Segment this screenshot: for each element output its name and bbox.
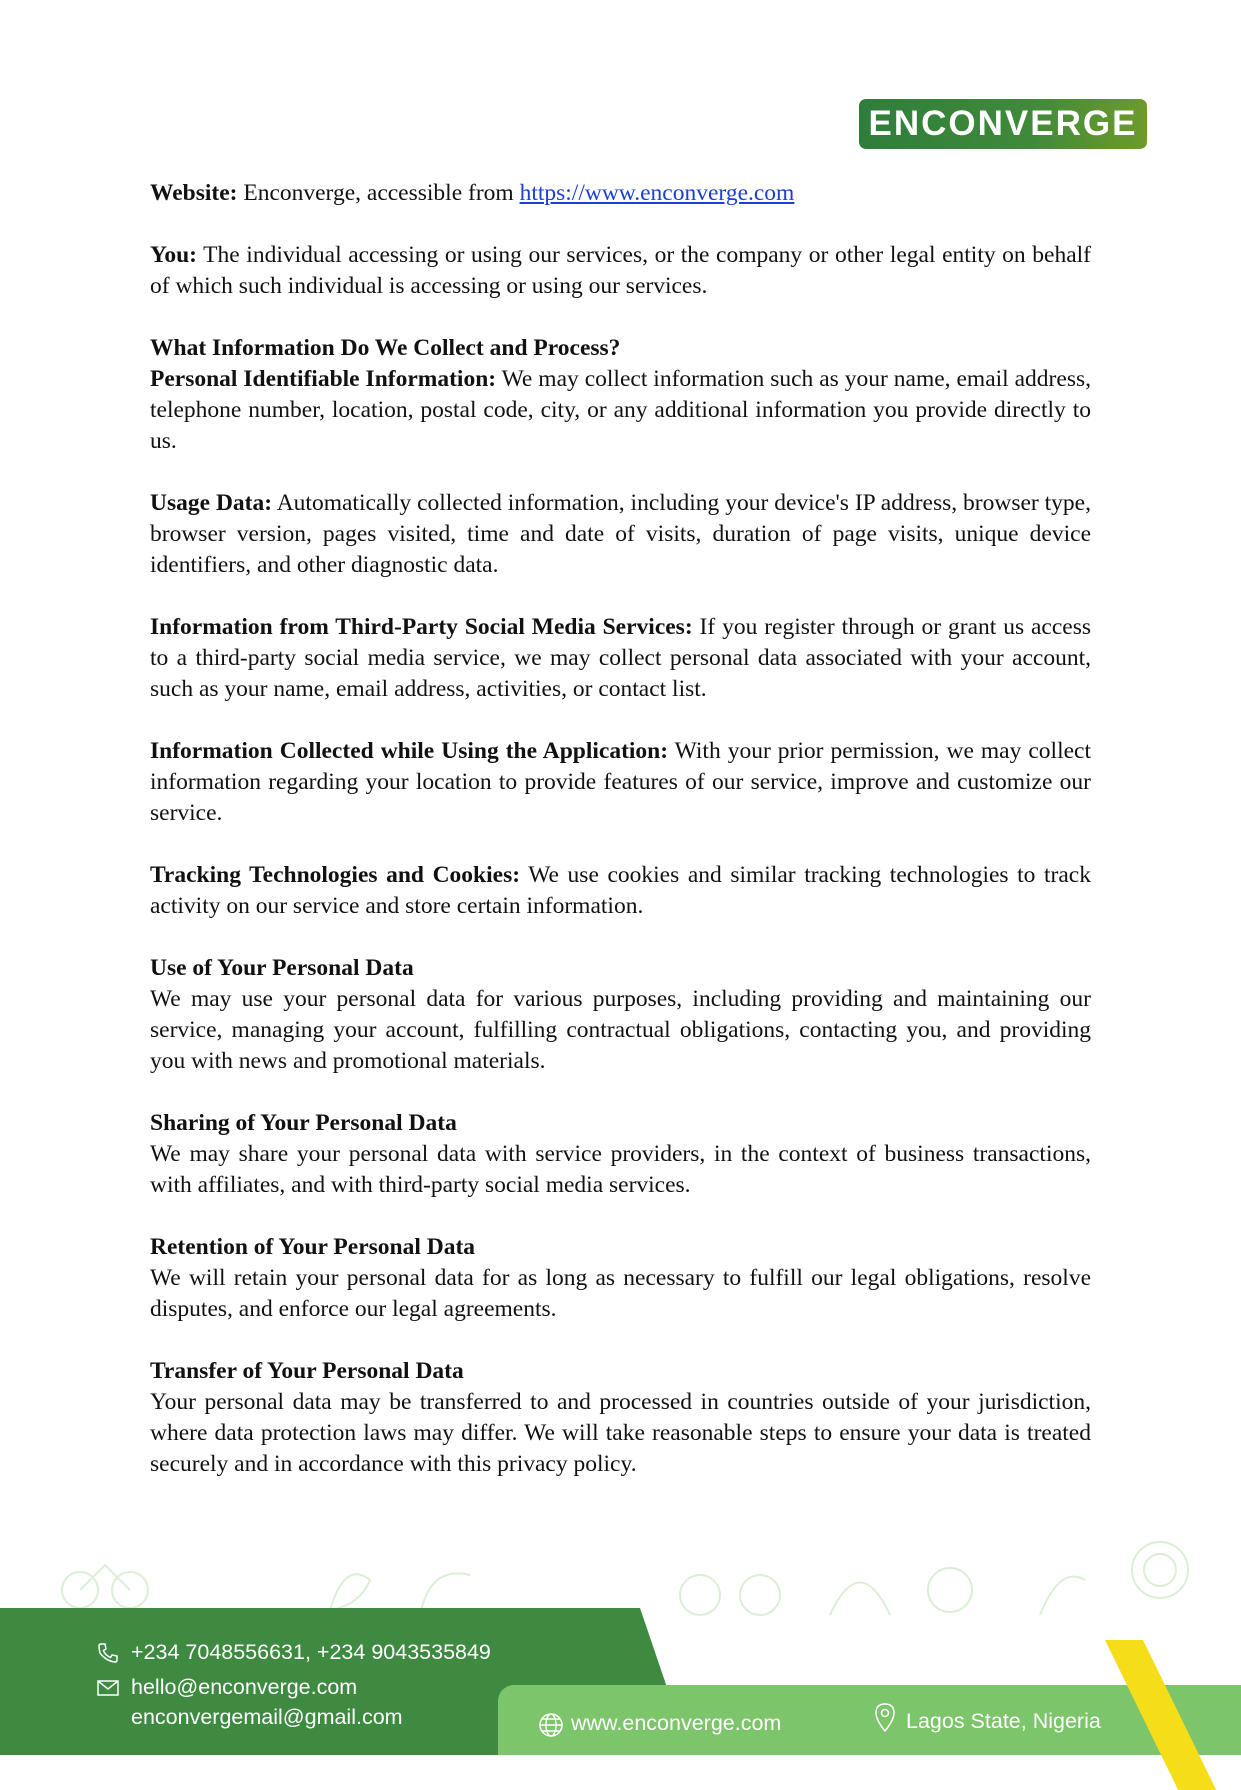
footer-phone: +234 7048556631, +234 9043535849 [131, 1640, 491, 1664]
item-text: We use cookies and similar tracking technologies to track activity on our service and store certain information. [150, 862, 1091, 919]
map-pin-icon [873, 1702, 897, 1734]
section-heading: Transfer of Your Personal Data [150, 1358, 464, 1384]
item-text: With your prior permission, we may collect information regarding your location to provide features of our service, improve and customize our service. [150, 738, 1091, 826]
footer-email-secondary[interactable]: enconvergemail@gmail.com [131, 1705, 403, 1729]
item-text: Automatically collected information, including your device's IP address, browser type, browser version, pages visited, time and date of visits, duration of page visits, unique device identifiers, and other diagnostic data. [150, 490, 1091, 578]
section-body: We will retain your personal data for as long as necessary to fulfill our legal obligations, resolve disputes, and enforce our legal agreements. [150, 1265, 1091, 1322]
definition-website [150, 178, 1091, 209]
globe-icon [538, 1712, 564, 1738]
footer-website[interactable]: www.enconverge.com [571, 1711, 782, 1735]
item-text: If you register through or grant us access to a third-party social media service, we may collect personal data associated with your account, such as your name, email address, activities, or contact list. [150, 614, 1091, 702]
section-heading: Sharing of Your Personal Data [150, 1110, 457, 1136]
item-text: We may collect information such as your name, email address, telephone number, location, postal code, city, or any additional information you provide directly to us. [150, 366, 1091, 454]
phone-icon [96, 1641, 120, 1665]
collect-item [150, 488, 1091, 581]
section-retention [150, 1232, 1091, 1325]
footer-location: Lagos State, Nigeria [906, 1709, 1101, 1733]
section-heading: Retention of Your Personal Data [150, 1234, 476, 1260]
term: Website: [150, 180, 238, 206]
term: Tracking Technologies and Cookies: [150, 862, 521, 888]
section-heading: Use of Your Personal Data [150, 955, 414, 981]
term: Information from Third-Party Social Media Services: [150, 614, 693, 640]
footer-email-primary[interactable]: hello@enconverge.com [131, 1675, 358, 1699]
collect-item [150, 612, 1091, 705]
collect-item [150, 364, 1091, 457]
section-body: We may use your personal data for various purposes, including providing and maintaining our service, managing your account, fulfilling contractual obligations, contacting you, and providing you with news and promotional materials. [150, 986, 1091, 1074]
definition-text: Enconverge, accessible from [237, 180, 520, 206]
section-body: We may share your personal data with service providers, in the context of business transactions, with affiliates, and with third-party social media services. [150, 1141, 1091, 1198]
enconverge-logo [859, 99, 1147, 149]
mail-icon [96, 1678, 120, 1698]
collect-item [150, 860, 1091, 922]
definition-text: The individual accessing or using our services, or the company or other legal entity on behalf of which such individual is accessing or using our services. [150, 242, 1091, 299]
eco-watermark-pattern [0, 1520, 1241, 1620]
logo-text: ENCONVERGE [868, 104, 1138, 143]
term: Personal Identifiable Information: [150, 366, 497, 392]
section-transfer [150, 1356, 1091, 1480]
term: You: [150, 242, 198, 268]
term: Information Collected while Using the Application: [150, 738, 669, 764]
policy-content [150, 178, 1091, 1511]
term: Usage Data: [150, 490, 273, 516]
section-sharing [150, 1108, 1091, 1201]
collect-heading: What Information Do We Collect and Process? [150, 335, 621, 361]
definition-you [150, 240, 1091, 302]
section-use [150, 953, 1091, 1077]
collect-item [150, 736, 1091, 829]
section-body: Your personal data may be transferred to and processed in countries outside of your jurisdiction, where data protection laws may differ. We will take reasonable steps to ensure your data is treated securely and in accordance with this privacy policy. [150, 1389, 1091, 1477]
website-link[interactable]: https://www.enconverge.com [519, 180, 795, 206]
